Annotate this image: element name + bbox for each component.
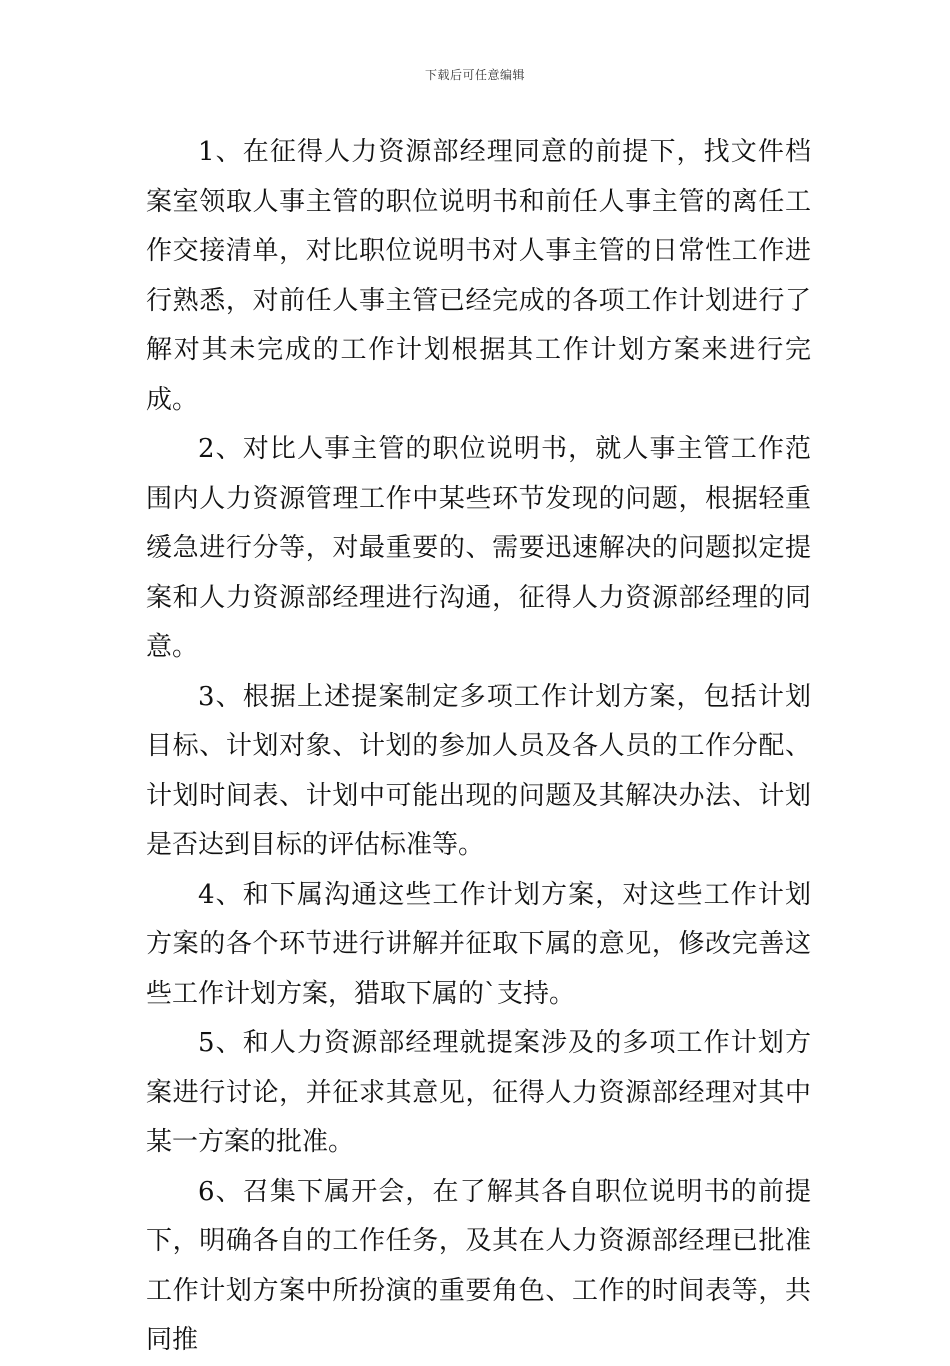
paragraph-2: 2、对比人事主管的职位说明书，就人事主管工作范围内人力资源管理工作中某些环节发现的问题，根据轻重缓急进行分等，对最重要的、需要迅速解决的问题拟定提案和人力资源部经理进行沟通，征得人力资源部经理的同意。	[146, 434, 811, 662]
paragraph-5: 5、和人力资源部经理就提案涉及的多项工作计划方案进行讨论，并征求其意见，征得人力资源部经理对其中某一方案的批准。	[146, 1028, 811, 1157]
paragraph-4: 4、和下属沟通这些工作计划方案，对这些工作计划方案的各个环节进行讲解并征取下属的意见，修改完善这些工作计划方案，猎取下属的`支持。	[146, 879, 811, 1009]
paragraph-1: 1、在征得人力资源部经理同意的前提下，找文件档案室领取人事主管的职位说明书和前任人事主管的离任工作交接清单，对比职位说明书对人事主管的日常性工作进行熟悉，对前任人事主管已经完成的各项工作计划进行了解对其未完成的工作计划根据其工作计划方案来进行完成。	[146, 137, 811, 415]
document-body	[146, 128, 811, 1366]
paragraph-6: 6、召集下属开会，在了解其各自职位说明书的前提下，明确各自的工作任务，及其在人力资源部经理已批准工作计划方案中所扮演的重要角色、工作的时间表等，共同推	[146, 1176, 811, 1355]
header-note: 下载后可任意编辑	[424, 68, 525, 82]
paragraph-3: 3、根据上述提案制定多项工作计划方案，包括计划目标、计划对象、计划的参加人员及各人员的工作分配、计划时间表、计划中可能出现的问题及其解决办法、计划是否达到目标的评估标准等。	[146, 681, 811, 860]
